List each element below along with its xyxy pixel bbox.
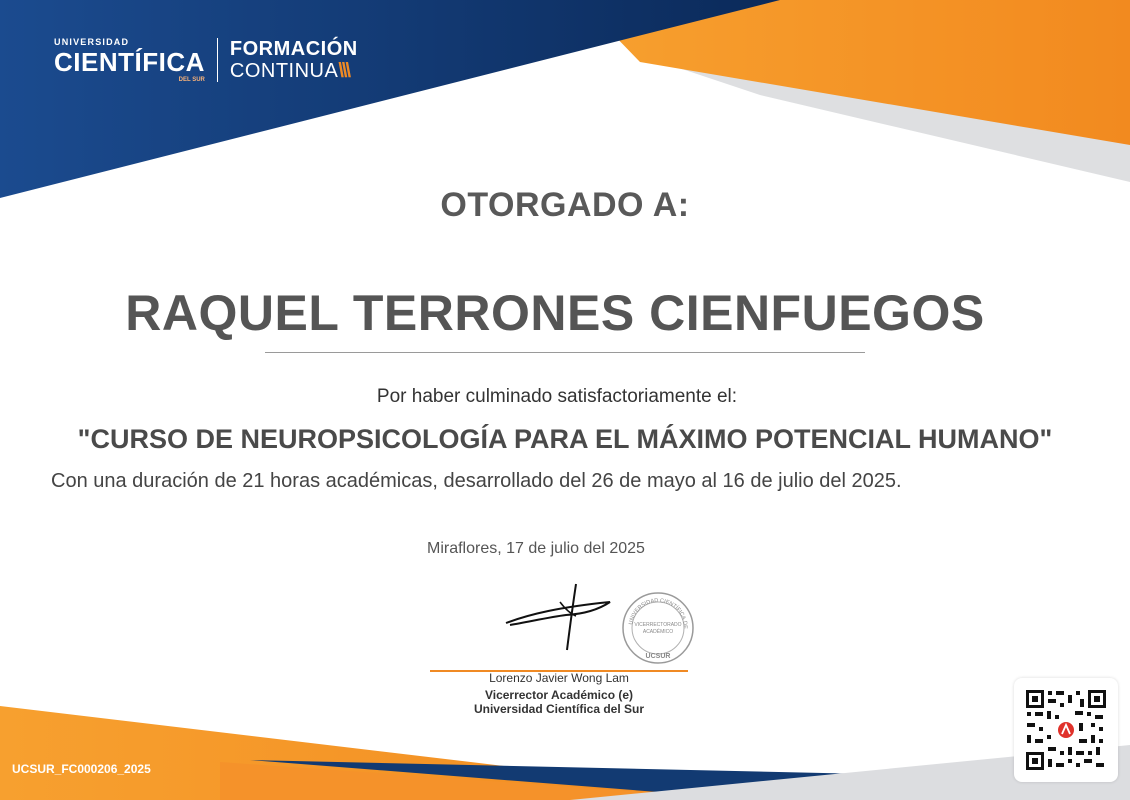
signature-icon: [500, 580, 620, 655]
logo-divider: [217, 38, 218, 82]
name-underline: [265, 352, 865, 353]
course-title: "CURSO DE NEUROPSICOLOGÍA PARA EL MÁXIMO POTENCIAL HUMANO": [77, 424, 1053, 454]
signatory-name: Lorenzo Javier Wong Lam: [489, 671, 629, 685]
logo-program-line2: CONTINUA: [229, 60, 339, 82]
university-wordmark: [54, 38, 205, 83]
seal-center-text-2: ACADÉMICO: [642, 629, 674, 635]
chevrons-icon: \\\: [338, 60, 350, 82]
logo-program-line1: FORMACIÓN: [229, 38, 358, 60]
duration-text: Con una duración de 21 horas académicas, desarrollado del 26 de mayo al 16 de julio del 2025.: [51, 470, 902, 492]
signatory-institution: Universidad Científica del Sur: [473, 702, 645, 716]
logo-university-main: CIENTÍFICA: [54, 46, 205, 77]
seal-icon: [620, 590, 696, 666]
logo-program-line2-wrap: [230, 61, 358, 81]
intro-text: Por haber culminado satisfactoriamente el:: [376, 386, 738, 407]
qr-code-card: [1014, 678, 1118, 782]
qr-code-icon: [1025, 689, 1107, 771]
logo-university-top: UNIVERSIDAD: [54, 36, 130, 47]
seal-bottom-text: UCSUR: [645, 653, 671, 660]
seal-ring-text: UNIVERSIDAD CIENTÍFICA DE: [628, 597, 689, 629]
awarded-label: OTORGADO A:: [440, 186, 690, 224]
top-left-navy-band: [0, 0, 780, 198]
recipient-name: RAQUEL TERRONES CIENFUEGOS: [125, 285, 985, 341]
seal-center-text-1: VICERRECTORADO: [634, 622, 682, 628]
certificate-code: UCSUR_FC000206_2025: [12, 762, 151, 776]
signatory-role: Vicerrector Académico (e): [484, 688, 634, 702]
place-date: Miraflores, 17 de julio del 2025: [427, 540, 645, 557]
program-wordmark: [230, 39, 358, 81]
logo-university-sub: DEL SUR: [178, 76, 205, 83]
university-logo: [54, 36, 358, 84]
